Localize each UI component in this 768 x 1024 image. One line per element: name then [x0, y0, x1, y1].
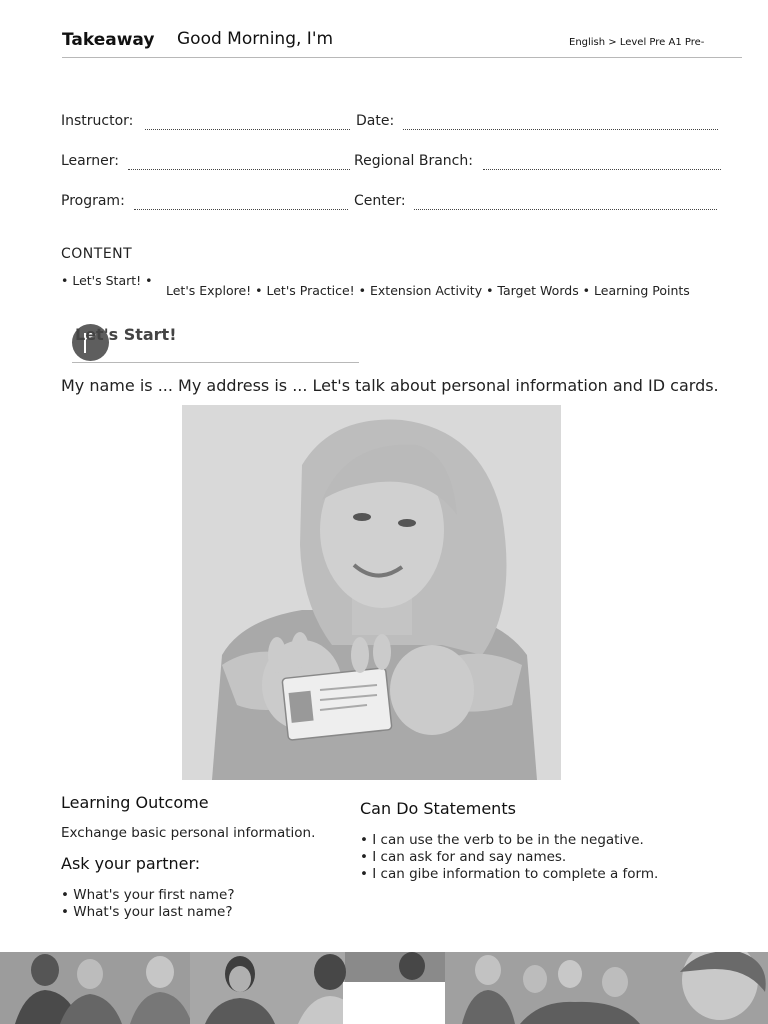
list-item: • I can ask for and say names. [360, 849, 567, 865]
section-title: Let's Start! [75, 325, 177, 344]
content-item-lets-start: • Let's Start! • [61, 273, 153, 288]
list-item: • What's your first name? [61, 887, 235, 903]
ask-partner-heading: Ask your partner: [61, 854, 201, 873]
learner-field[interactable] [128, 169, 350, 170]
list-item: • I can gibe information to complete a form. [360, 866, 659, 882]
learning-outcome-text: Exchange basic personal information. [61, 825, 316, 841]
list-item: • I can use the verb to be in the negative. [360, 832, 644, 848]
center-field[interactable] [414, 209, 717, 210]
instructor-field[interactable] [145, 129, 350, 130]
can-do-list [360, 832, 658, 883]
date-label: Date: [356, 113, 395, 129]
learner-label: Learner: [61, 153, 119, 169]
learning-outcome-heading: Learning Outcome [61, 793, 209, 812]
section-heading [72, 323, 359, 363]
ask-partner-list [61, 887, 235, 921]
regional-branch-field[interactable] [483, 169, 721, 170]
date-field[interactable] [403, 129, 718, 130]
center-label: Center: [354, 193, 406, 209]
can-do-heading: Can Do Statements [360, 799, 516, 818]
brand-title: Takeaway [62, 30, 155, 50]
content-items-rest: Let's Explore! • Let's Practice! • Extension Activity • Target Words • Learning Points [166, 283, 690, 298]
program-label: Program: [61, 193, 125, 209]
breadcrumb: English > Level Pre A1 Pre- [569, 37, 705, 48]
footer-gap [343, 982, 445, 1024]
program-field[interactable] [134, 209, 348, 210]
regional-branch-label: Regional Branch: [354, 153, 473, 169]
greeting-title: Good Morning, I'm [177, 29, 334, 49]
woman-holding-id-card-photo [182, 405, 561, 780]
footer-people-photo-strip [0, 952, 768, 1024]
content-heading: CONTENT [61, 246, 133, 262]
intro-text: My name is ... My address is ... Let's talk about personal information and ID cards. [61, 376, 719, 395]
page-header [62, 30, 742, 58]
list-item: • What's your last name? [61, 904, 233, 920]
instructor-label: Instructor: [61, 113, 134, 129]
